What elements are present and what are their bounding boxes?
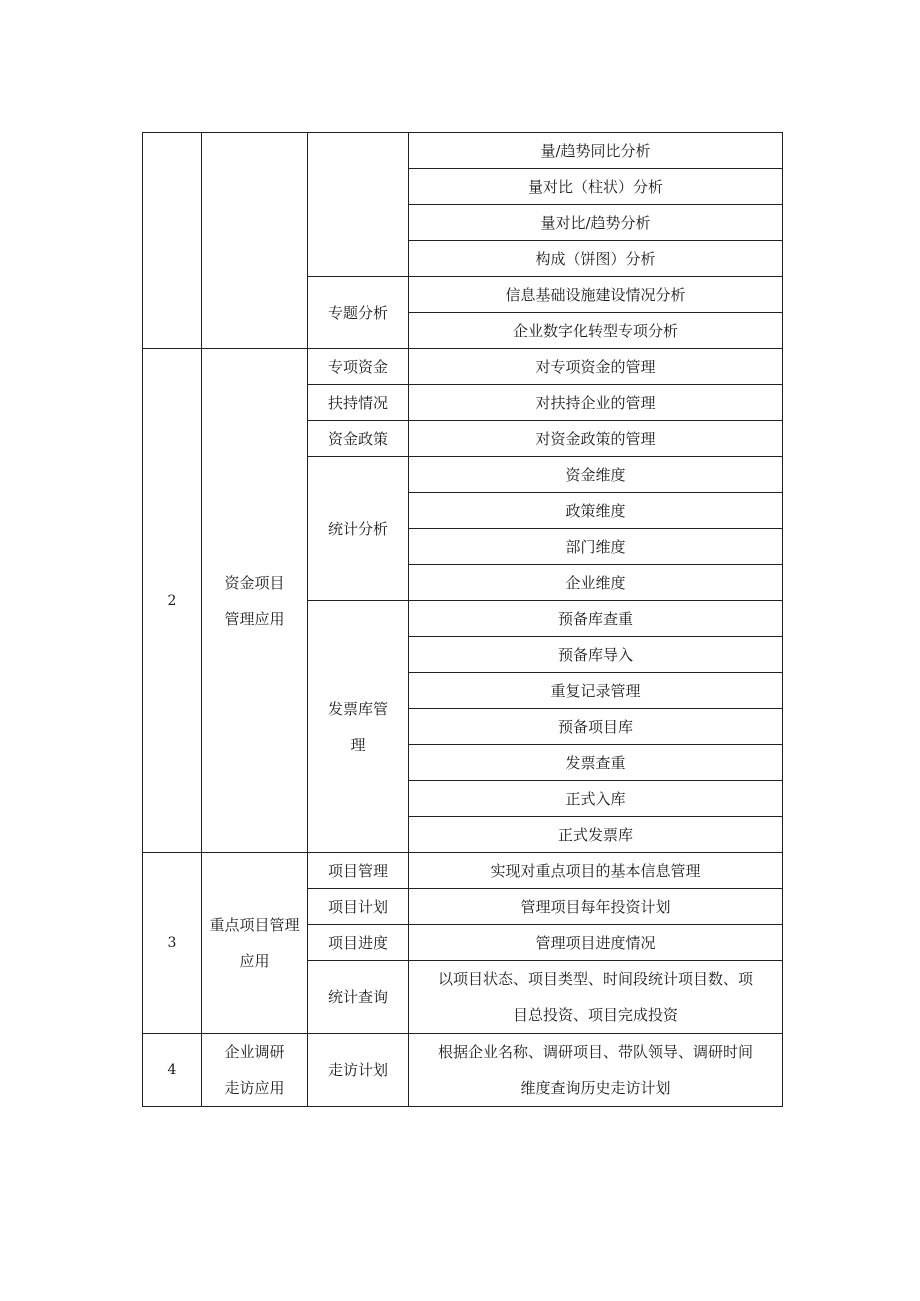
desc-cell: 量/趋势同比分析 <box>409 133 783 169</box>
seq-cell: 4 <box>143 1034 202 1107</box>
sub-cell: 资金政策 <box>308 421 409 457</box>
desc-cell: 管理项目每年投资计划 <box>409 889 783 925</box>
desc-cell: 信息基础设施建设情况分析 <box>409 277 783 313</box>
seq-cell: 2 <box>143 349 202 853</box>
sub-cell-empty <box>308 133 409 277</box>
table-row <box>143 349 783 385</box>
desc-cell <box>409 961 783 1034</box>
sub-cell: 项目进度 <box>308 925 409 961</box>
sub-cell: 扶持情况 <box>308 385 409 421</box>
module-line-1: 资金项目 <box>224 573 285 592</box>
module-cell <box>202 853 308 1034</box>
desc-line-2: 目总投资、项目完成投资 <box>512 1006 678 1024</box>
sub-cell: 项目管理 <box>308 853 409 889</box>
sub-cell: 项目计划 <box>308 889 409 925</box>
desc-line-1: 根据企业名称、调研项目、带队领导、调研时间 <box>437 1043 753 1061</box>
desc-cell: 资金维度 <box>409 457 783 493</box>
module-line-2: 走访应用 <box>224 1079 285 1097</box>
module-line-1: 重点项目管理 <box>209 916 300 934</box>
desc-cell: 预备项目库 <box>409 709 783 745</box>
function-table <box>142 132 783 1107</box>
table-row <box>143 133 783 169</box>
desc-cell: 部门维度 <box>409 529 783 565</box>
desc-cell: 正式入库 <box>409 781 783 817</box>
module-cell-empty <box>202 133 308 349</box>
desc-cell: 实现对重点项目的基本信息管理 <box>409 853 783 889</box>
sub-cell: 统计分析 <box>308 457 409 601</box>
desc-cell: 政策维度 <box>409 493 783 529</box>
desc-cell: 发票查重 <box>409 745 783 781</box>
desc-cell: 构成（饼图）分析 <box>409 241 783 277</box>
sub-line-1: 发票库管 <box>327 699 388 718</box>
desc-cell: 量对比（柱状）分析 <box>409 169 783 205</box>
module-cell <box>202 1034 308 1107</box>
desc-cell <box>409 1034 783 1107</box>
module-line-2: 应用 <box>239 952 270 970</box>
module-cell <box>202 349 308 853</box>
desc-cell: 重复记录管理 <box>409 673 783 709</box>
desc-line-2: 维度查询历史走访计划 <box>520 1079 671 1097</box>
sub-cell: 专题分析 <box>308 277 409 349</box>
sub-line-2: 理 <box>350 735 366 754</box>
desc-line-1: 以项目状态、项目类型、时间段统计项目数、项 <box>437 970 753 988</box>
desc-cell: 对扶持企业的管理 <box>409 385 783 421</box>
table-row <box>143 1034 783 1107</box>
desc-cell: 企业数字化转型专项分析 <box>409 313 783 349</box>
table-row <box>143 853 783 889</box>
module-line-2: 管理应用 <box>224 609 285 628</box>
desc-cell: 量对比/趋势分析 <box>409 205 783 241</box>
sub-cell: 统计查询 <box>308 961 409 1034</box>
seq-cell: 3 <box>143 853 202 1034</box>
desc-cell: 管理项目进度情况 <box>409 925 783 961</box>
desc-cell: 对资金政策的管理 <box>409 421 783 457</box>
desc-cell: 企业维度 <box>409 565 783 601</box>
seq-cell-empty <box>143 133 202 349</box>
desc-cell: 预备库查重 <box>409 601 783 637</box>
desc-cell: 正式发票库 <box>409 817 783 853</box>
desc-cell: 对专项资金的管理 <box>409 349 783 385</box>
sub-cell: 走访计划 <box>308 1034 409 1107</box>
sub-cell: 专项资金 <box>308 349 409 385</box>
desc-cell: 预备库导入 <box>409 637 783 673</box>
module-line-1: 企业调研 <box>224 1043 285 1061</box>
sub-cell <box>308 601 409 853</box>
